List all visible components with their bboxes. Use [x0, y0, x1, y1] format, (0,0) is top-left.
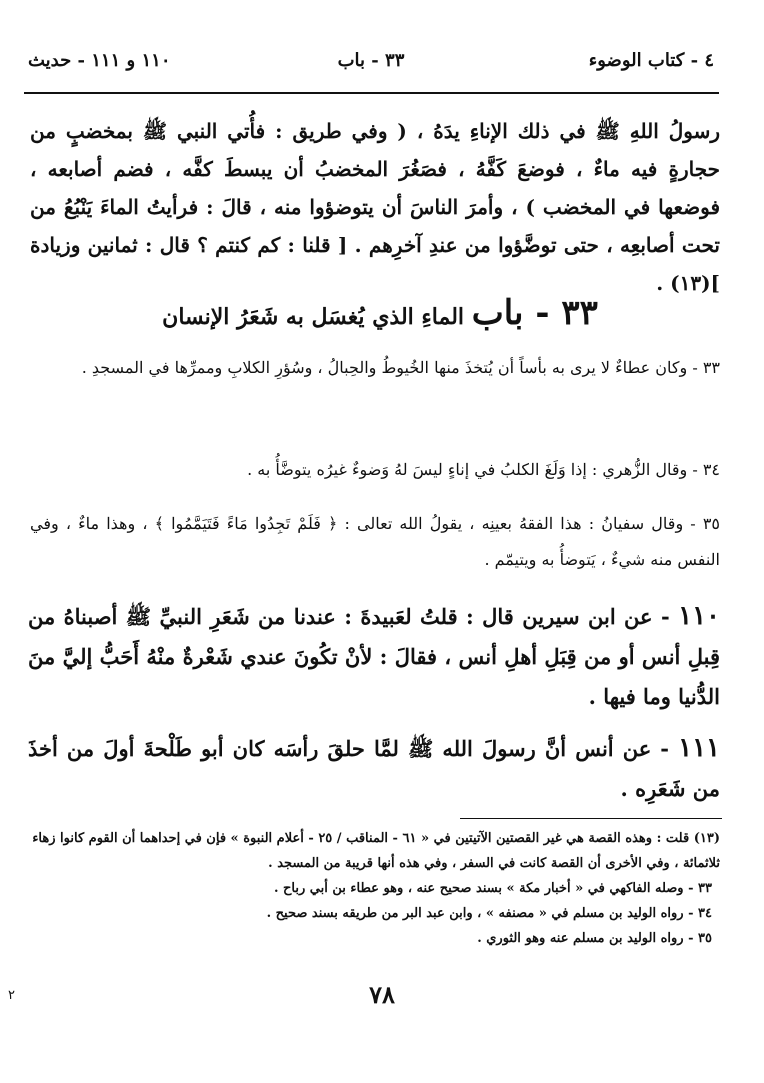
chapter-title: الماءِ الذي يُغسَل به شَعَرُ الإنسان [162, 304, 465, 330]
hadith-110-text: - عن ابن سيرين قال : قلتُ لعَبيدةَ : عندنا من شَعَرِ النبيِّ ﷺ أصبناهُ من قِبلِ أنس أو من قِبَلِ أهلِ أنس ، فقالَ : لأنْ تكُونَ عندي شَعْرةٌ منْهُ أَحَبُّ إليَّ منَ الدُّنيا وما فيها . [28, 604, 720, 709]
footnote-34: ٣٤ - رواه الوليد بن مسلم في « مصنفه » ، وابن عبد البر من طريقه بسند صحيح . [266, 906, 712, 921]
hadith-110-number: ١١٠ [678, 601, 721, 631]
hadith-111 [28, 728, 720, 809]
chapter-heading [30, 293, 730, 333]
hadith-111-text: - عن أنس أنَّ رسولَ الله ﷺ لمَّا حلقَ رأسَه كان أبو طَلْحةَ أولَ من أخذَ من شَعَرِه . [28, 736, 720, 801]
hadith-110 [28, 596, 720, 717]
footnote-35: ٣٥ - رواه الوليد بن مسلم عنه وهو الثوري . [477, 931, 712, 946]
athar-34: ٣٤ - وقال الزُّهري : إذا وَلَغَ الكلبُ في إناءٍ ليسَ لهُ وَضوءٌ غيرُه يتوضَّأُ به . [247, 460, 720, 479]
footnote-33: ٣٣ - وصله الفاكهي في « أخبار مكة » بسند صحيح عنه ، وهو عطاء بن أبي رباح . [273, 881, 712, 896]
footnotes [30, 826, 720, 951]
header-hadith-range: ١١٠ و ١١١ - حديث [28, 50, 171, 71]
header-rule [24, 92, 719, 94]
footnote-rule [460, 818, 722, 819]
athar-35: ٣٥ - وقال سفيانُ : هذا الفقهُ بعينِه ، يقولُ الله تعالى : ﴿ فَلَمْ تَجِدُوا مَاءً فَتَيَمَّمُوا ﴾ ، وهذا ماءٌ ، وفي النفس منه شيءٌ ، يَتوضأُ به ويتيمّم . [30, 514, 720, 569]
chapter-number: ٣٣ - باب [471, 293, 598, 333]
edge-mark: ٢ [8, 988, 15, 1003]
running-header [28, 50, 714, 80]
header-chapter: ٣٣ - باب [337, 50, 405, 71]
hadith-111-number: ١١١ [678, 733, 721, 763]
header-book-title: ٤ - كتاب الوضوء [588, 50, 714, 71]
hadith-continuation-paragraph: رسولُ اللهِ ﷺ في ذلك الإناءِ يدَهُ ، ( وفي طريق : فأُتي النبي ﷺ بمخضبٍ من حجارةٍ فيه ماءٌ ، فوضعَ كَفَّهُ ، فصَغُرَ المخضبُ أن يبسطَ كفَّه ، فضم أصابعه ، فوضعها في المخضب ) ، وأمرَ الناسَ أن يتوضؤوا منه ، قالَ : فرأيتُ الماءَ يَنْبُعُ من تحت أصابعِه ، حتى توضَّؤوا من عندِ آخرِهم . [ قلنا : كم كنتم ؟ قال : ثمانين وزيادة ](١٣) . [30, 119, 720, 295]
footnote-13: (١٣) قلت : وهذه القصة هي غير القصتين الآتيتين في « ٦١ - المناقب / ٢٥ - أعلام النبوة » فإن في إحداهما أن القوم كانوا زهاء ثلاثمائة ، وفي الأخرى أن القصة كانت في السفر ، وفي هذه أنها قريبة من المسجد . [32, 831, 720, 871]
athar-33: ٣٣ - وكان عطاءٌ لا يرى به بأساً أن يُتخذَ منها الخُيوطُ والحِبالُ ، وسُؤرِ الكلابِ وممرِّها في المسجدِ . [81, 358, 720, 377]
page-number: ٧٨ [369, 980, 395, 1009]
